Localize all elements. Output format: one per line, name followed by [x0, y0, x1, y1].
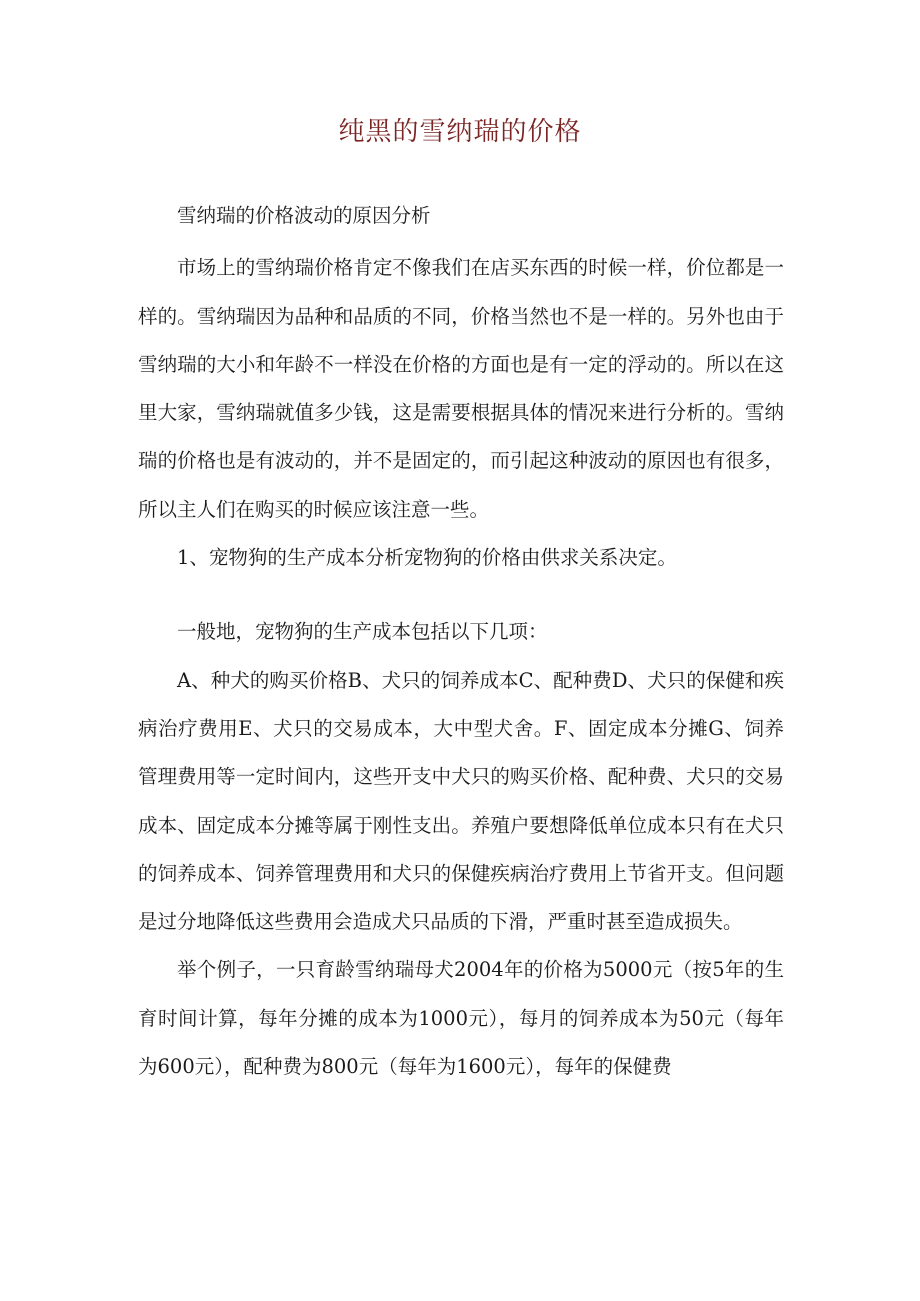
- body-paragraph-example: 举个例子，一只育龄雪纳瑞母犬2004年的价格为5000元（按5年的生育时间计算，每年分摊的成本为1000元），每月的饲养成本为50元（每年为600元），配种费为800元（每年为1600元），每年的保健费: [138, 958, 784, 1079]
- body-paragraph-intro: 市场上的雪纳瑞价格肯定不像我们在店买东西的时候一样，价位都是一样的。雪纳瑞因为品种和品质的不同，价格当然也不是一样的。另外也由于雪纳瑞的大小和年龄不一样没在价格的方面也是有一定的浮动的。所以在这里大家，雪纳瑞就值多少钱，这是需要根据具体的情况来进行分析的。雪纳瑞的价格也是有波动的，并不是固定的，而引起这种波动的原因也有很多，所以主人们在购买的时候应该注意一些。: [138, 256, 784, 521]
- body-paragraph-cost-items: A、种犬的购买价格B、犬只的饲养成本C、配种费D、犬只的保健和疾病治疗费用E、犬只的交易成本，大中型犬舍。F、固定成本分摊G、饲养管理费用等一定时间内，这些开支中犬只的购买价格、配种费、犬只的交易成本、固定成本分摊等属于刚性支出。养殖户要想降低单位成本只有在犬只的饲养成本、饲养管理费用和犬只的保健疾病治疗费用上节省开支。但问题是过分地降低这些费用会造成犬只品质的下滑，严重时甚至造成损失。: [138, 668, 784, 934]
- body-paragraph-cost-intro: 一般地，宠物狗的生产成本包括以下几项：: [177, 620, 548, 644]
- document-body: [138, 192, 784, 1091]
- paragraph-spacer: [138, 582, 784, 608]
- section-subheading: 1、宠物狗的生产成本分析宠物狗的价格由供求关系决定。: [177, 546, 677, 570]
- document-title: 纯黑的雪纳瑞的价格: [338, 117, 582, 147]
- section-heading: 雪纳瑞的价格波动的原因分析: [177, 204, 431, 227]
